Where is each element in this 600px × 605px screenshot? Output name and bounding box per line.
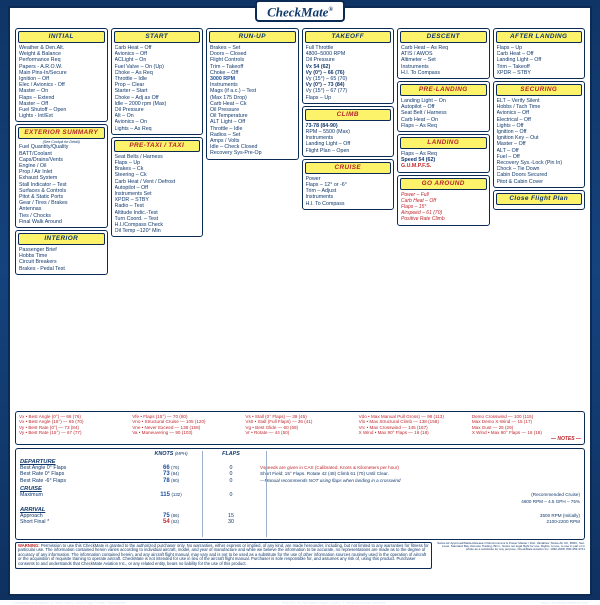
list-item: Oil Pressure xyxy=(305,57,335,64)
table-row xyxy=(20,471,580,478)
notes-label: — NOTES — xyxy=(550,435,581,442)
section-items xyxy=(114,45,201,132)
section-title: START xyxy=(114,31,201,43)
list-item: Final Walk Around xyxy=(19,218,62,225)
row-note: —Manual recommends NOT using flaps when landing in a crosswind xyxy=(260,477,401,483)
list-item: Oil Pressure xyxy=(114,107,144,114)
row-label: Best Rate 0° Flaps xyxy=(20,471,65,478)
row-flaps: 15 xyxy=(228,512,234,519)
list-item: Lights - Int/Ext xyxy=(19,113,53,120)
list-item: Avionics – Off xyxy=(114,51,147,58)
list-item: Master – Off xyxy=(19,100,49,107)
list-item: Exhaust System xyxy=(19,175,58,182)
list-item: Turn Coord. – Test xyxy=(114,215,159,222)
list-item: Lights – As Req xyxy=(114,125,152,132)
column-5 xyxy=(397,28,490,408)
footer-left: CheckMate is Available in Three Sizes • Multi-Page Pocket "CheckMate" xyxy=(12,601,128,605)
checklist-columns xyxy=(15,28,585,408)
list-item: Vy (15°) – 65 (70) xyxy=(305,76,348,83)
list-item: Oil Temp –120° Min xyxy=(114,228,161,235)
table-group-arrival: ARRIVAL xyxy=(20,506,46,513)
list-item: Carb Heat / Vent / Defrost xyxy=(114,178,176,185)
list-item: Recovery Sys.-Lock (Pin In) xyxy=(496,160,563,167)
row-mph: (76) xyxy=(171,464,179,470)
section-items xyxy=(209,45,296,157)
list-item: Flight Plan – Open xyxy=(305,147,350,154)
list-item: Trim – Takeoff xyxy=(496,63,530,70)
list-item: Altimeter – Set xyxy=(401,57,436,64)
table-header-row xyxy=(20,451,580,457)
list-item: Fuel Valve – On (Up) xyxy=(114,63,164,70)
table-row-extra xyxy=(20,499,580,505)
row-note: 2100-2200 RPM xyxy=(546,519,580,525)
list-item: Carb Heat – As Req xyxy=(401,45,449,51)
row-knots: 73 xyxy=(163,471,170,478)
list-item: Carb Heat – Off xyxy=(496,51,534,58)
list-item: Performance Req xyxy=(19,57,61,64)
brand-logo xyxy=(255,0,345,22)
list-item: Carb Heat – Off xyxy=(114,45,152,51)
list-item: Landing Light – Off xyxy=(305,141,351,148)
list-item: Fuel Shutoff – Open xyxy=(19,107,67,114)
list-item: Amps / Volts xyxy=(210,138,240,145)
section-run-up xyxy=(206,28,299,160)
list-item: Flaps – 15° xyxy=(401,204,427,211)
section-title: CLIMB xyxy=(305,109,392,121)
list-item: Flaps – Up xyxy=(114,160,141,167)
v-speed: X Wind • Max 90° Flaps — 16 (18) xyxy=(471,430,542,436)
list-item: Instruments xyxy=(305,194,334,201)
list-item: Cabin Doors Secured xyxy=(496,172,548,179)
card-footer xyxy=(0,601,600,605)
section-title: AFTER LANDING xyxy=(496,31,583,43)
column-4 xyxy=(302,28,395,408)
section-title: SECURING xyxy=(496,84,583,96)
row-mph: (62) xyxy=(171,519,179,525)
list-item: ELT – Verify Silent xyxy=(496,98,540,105)
list-item: Engine / Oil xyxy=(19,163,47,170)
list-item: Seat Belt / Harness xyxy=(401,110,447,117)
list-item: Trim – Adjust xyxy=(305,188,337,195)
list-item: Seat Belts / Harness xyxy=(114,153,163,160)
list-item: Pitot & Static Ports xyxy=(19,194,64,201)
v-speed: Demo Crosswind — 100 (115) xyxy=(471,414,534,419)
section-items xyxy=(18,144,105,225)
list-item: Idle – 2000 rpm (Max) xyxy=(114,100,167,107)
list-item: Instruments xyxy=(305,135,334,142)
list-item: Brakes – Set xyxy=(210,45,241,51)
list-item: Carb Heat – Off xyxy=(401,197,437,204)
section-cruise xyxy=(302,159,395,210)
list-item: Alt – On xyxy=(114,113,134,120)
list-item: Master – Off xyxy=(496,141,526,148)
list-item: Hobbs Time xyxy=(19,253,48,260)
list-item: Power – Full xyxy=(401,191,429,198)
section-pre-landing xyxy=(397,81,490,132)
section-items xyxy=(400,45,487,76)
v-speed: Max Demo X-Wind — 15 (17) xyxy=(471,419,533,425)
v-speed: Vrc • Max Crosswind — 145 (167) xyxy=(358,424,428,430)
card-header xyxy=(10,4,590,27)
list-item: Choke – As Req xyxy=(114,69,153,76)
row-note: (Recommended Cruise) xyxy=(531,492,580,498)
list-item: Weight & Balance xyxy=(19,51,62,58)
section-items xyxy=(18,45,105,119)
list-item: Flight Controls xyxy=(210,57,245,64)
list-item: Brakes - Pedal Test xyxy=(19,265,65,272)
list-item: ALT – Off xyxy=(496,147,519,154)
list-item: Flaps – Up xyxy=(305,94,332,101)
list-item: Choke – Adj as Off xyxy=(114,94,159,101)
list-item: Ties / Chocks xyxy=(19,212,51,219)
list-item: Avionics – On xyxy=(114,119,148,126)
table-group-departure: DEPARTURE xyxy=(20,458,56,465)
list-item: Weather & Den.Alt. xyxy=(19,45,65,51)
table-header-knots: KNOTS (MPH) xyxy=(154,450,188,457)
section-go-around xyxy=(397,175,490,226)
section-descent xyxy=(397,28,490,79)
v-speeds-col-5 xyxy=(472,414,581,436)
list-item: Vy (0°) – 73 (84) xyxy=(305,82,345,89)
list-item: Carb Heat – On xyxy=(401,116,439,123)
section-title: GO AROUND xyxy=(400,178,487,190)
section-title: EXTERIOR SUMMARY xyxy=(18,127,105,139)
list-item: Oil Pressure xyxy=(210,107,240,114)
section-start xyxy=(111,28,204,135)
v-speed: Vx • Best Angle (0°) — 66 (76) xyxy=(19,414,81,419)
table-header-flaps: FLAPS xyxy=(222,450,240,457)
list-item: Flaps – As Req xyxy=(401,151,437,158)
section-title: RUN-UP xyxy=(209,31,296,43)
v-speed: Vs • Stall (0° Flaps) — 39 (45) xyxy=(245,414,307,419)
list-item: Flaps – Up xyxy=(496,45,523,51)
list-item: Prop – Clear xyxy=(114,82,145,89)
footer-right: www.CheckMateAviation.com xyxy=(540,601,588,605)
v-speed: Vs0 • Stall (Full Flaps) — 36 (41) xyxy=(245,419,313,425)
list-item: Autopilot – Off xyxy=(401,104,435,111)
table-row xyxy=(20,513,580,520)
list-item: Steering – Ck xyxy=(114,172,147,179)
list-item: ACLight – On xyxy=(114,57,147,64)
row-knots: 54 xyxy=(163,519,170,526)
column-1 xyxy=(15,28,108,408)
section-takeoff xyxy=(302,28,395,104)
section-items xyxy=(305,176,392,207)
list-item: Gear / Tires / Brakes xyxy=(19,200,68,207)
section-landing xyxy=(397,134,490,173)
section-title: INITIAL xyxy=(18,31,105,43)
speeds-table xyxy=(15,448,585,540)
list-item: Antennas xyxy=(19,206,42,213)
list-item: Lights – Off xyxy=(496,122,524,129)
list-item: Mags (if a.c.) – Test xyxy=(210,88,257,95)
row-flaps: 0 xyxy=(229,477,233,484)
list-item: Ignition – Off xyxy=(19,76,49,83)
column-2 xyxy=(111,28,204,408)
section-initial xyxy=(15,28,108,122)
list-item: RPM – 5500 (Max) xyxy=(305,129,350,136)
list-item: Fuel Quantity/Quality xyxy=(19,144,69,151)
list-item: (Max 175 Drop) xyxy=(210,94,247,101)
v-speed: X Wind • Max 90° Flaps — 16 (18) xyxy=(358,430,429,436)
list-item: Landing Light – On xyxy=(401,98,446,105)
list-item: H.I. To Compass xyxy=(401,69,441,76)
list-item: Recovery Sys-Pre-Op xyxy=(210,150,262,157)
section-items xyxy=(496,45,583,76)
table-row xyxy=(20,465,580,472)
section-title: TAKEOFF xyxy=(305,31,392,43)
list-item: Oil Temperature xyxy=(210,113,248,120)
list-item: Papers - A.R.O.W. xyxy=(19,63,63,70)
list-item: Flaps – As Req xyxy=(401,122,437,129)
list-item: Power xyxy=(305,175,321,182)
list-item: Pitot & Cabin Cover xyxy=(496,178,544,185)
list-item: BATT/Coolant xyxy=(19,150,52,157)
list-item: Positive Rate Climb xyxy=(401,216,445,223)
row-label: Maximum xyxy=(20,492,43,499)
section-items xyxy=(305,123,392,154)
row-label: Best Rate -6° Flaps xyxy=(20,477,66,484)
section-pre-taxi-taxi xyxy=(111,137,204,238)
legal-text: Swiss-Air Approved/Made-Release Of Environment & Power Master / Dist. Variables: Swiss-Air UK, B/MC, Sec. Level, Standard Bay, Remote Trading, Birm., Notes not legal flight for use. Rights, to use, to use in part or in whole as a substitute for any purpose. CheckMate Aviation Inc. 1992-2008, 800-359-3741 xyxy=(437,540,585,552)
table-row xyxy=(20,478,580,485)
row-mph: (132) xyxy=(171,492,182,498)
list-item: Vy (0°) – 66 (76) xyxy=(305,69,345,76)
list-item: Caps/Drains/Vents xyxy=(19,156,63,163)
column-3 xyxy=(206,28,299,408)
section-securing xyxy=(493,81,586,188)
v-speed: Max Gust — 25 (29) xyxy=(471,424,514,430)
row-note: 3500 RPM (Initially) xyxy=(539,512,580,518)
table-row xyxy=(20,492,580,499)
list-item: Fuel – Off xyxy=(496,153,520,160)
v-speed: Vy • Best Rate (0°) — 73 (84) xyxy=(19,424,79,430)
list-item: Flaps – 12° or -6° xyxy=(305,182,347,189)
list-item: Hobbs / Tach Time xyxy=(496,104,541,111)
list-item: Speed 54 (62) xyxy=(401,157,436,164)
section-items xyxy=(400,151,487,170)
list-item: Idle – Check Closed xyxy=(210,144,258,151)
v-speed: Vno • Structural Cruise — 105 (120) xyxy=(132,419,206,425)
v-speed: Vx • Best Angle (15°) — 65 (70) xyxy=(19,419,84,425)
list-item: XPDR – STBY xyxy=(114,197,149,204)
table-header-notes xyxy=(260,451,580,457)
row-note: Short Field: 15° Flaps. Rotate 42 (48) Climb 61 (70) Until Clear. xyxy=(260,471,389,477)
list-item: Circuit Breakers xyxy=(19,259,57,266)
section-items xyxy=(18,247,105,272)
v-speed: Vdo • Max Manual Pull Gross) — 98 (113) xyxy=(358,414,444,419)
list-item: H.I. To Compass xyxy=(305,200,345,207)
list-item: Landing Light – Off xyxy=(496,57,542,64)
list-item: Doors – Closed xyxy=(210,51,247,58)
row-label: Approach xyxy=(20,512,43,519)
v-speed: Vg • Best Glide — 60 (69) xyxy=(245,424,299,430)
list-item: Stall Indicator – Test xyxy=(19,181,67,188)
table-group-cruise: CRUISE xyxy=(20,486,42,493)
list-item: Elec / Avionics - Off xyxy=(19,82,65,89)
v-speed: Vne • Never Exceed — 138 (158) xyxy=(132,424,201,430)
section-title: DESCENT xyxy=(400,31,487,43)
v-speeds-col-2 xyxy=(132,414,241,436)
list-item: ATIS / AWOS xyxy=(401,51,433,58)
row-flaps: 30 xyxy=(228,519,234,526)
list-item: Main Pins-In/Secure xyxy=(19,69,67,76)
brand-trademark: ® xyxy=(328,7,333,13)
v-speeds-col-1 xyxy=(19,414,128,436)
row-knots: 115 xyxy=(160,492,170,499)
list-item: Passenger Brief xyxy=(19,247,57,254)
list-item: XPDR – STBY xyxy=(496,69,531,76)
v-speeds-row xyxy=(19,414,581,436)
section-title: CRUISE xyxy=(305,162,392,174)
section-title: PRE-TAXI / TAXI xyxy=(114,140,201,152)
list-item: Ignition – Off xyxy=(496,129,527,136)
v-speeds-band xyxy=(15,411,585,445)
warning-body: Permission to use this CheckMate is granted to the authorized purchaser only. No warranties, either express or implied, of any kind, are made hereunder, including, but not limited to any warranties for fitness for particular use. The information contained herein varies according to individual aircraft, model, and year of manufacture and while we believe the information to be accurate, no representations are made as to the degree of accuracy of any information. The information contained herein, and any aircraft flight manual, may vary and is not to be used as a substitute for the use of other information sources routinely used in the operation of aircraft or the acquisition of requisite training to operate aircraft. CheckMate is not intended for use in lieu of the aircraft flight manual. Purchaser is sole responsible for, and assumes any risk of, using this product. Purchaser consents to and understands that CheckMate Aviation Inc., or any related entity, bears no liability for the use of this product. xyxy=(18,542,429,566)
list-item: ALT Light – Off xyxy=(210,119,246,126)
list-item: Surfaces & Controls xyxy=(19,187,67,194)
list-item: Vy (15°) – 67 (77) xyxy=(305,88,348,95)
list-item: Instruments Set xyxy=(114,191,152,198)
section-exterior-summary xyxy=(15,124,108,228)
row-label: Short Final * xyxy=(20,519,50,526)
v-speed: Vy • Best Rate (15°) — 67 (77) xyxy=(19,430,82,436)
section-climb xyxy=(302,106,395,157)
section-subtitle: (See Cockpit for Detail) xyxy=(42,140,80,145)
section-title: PRE-LANDING xyxy=(400,84,487,96)
list-item: Brakes – Ck xyxy=(114,166,144,173)
cruise-power-note: 4600 RPM – 4.5 GPH – 75% xyxy=(521,499,580,504)
list-item: Electrical – Off xyxy=(496,116,531,123)
footer-center: PLEASE Do Not Make Illegal Copies. © Hurts Everyone Involved. xyxy=(281,601,387,605)
section-items xyxy=(400,192,487,223)
warning-block xyxy=(15,542,585,569)
warning-text xyxy=(18,544,429,567)
row-mph: (84) xyxy=(171,471,179,477)
list-item: Vx 54 (62) xyxy=(305,63,331,70)
list-item: Autopilot – Off xyxy=(114,184,148,191)
list-item: Altitude Indic.-Test xyxy=(114,209,158,216)
v-speed: Vfe • Flaps (15°) — 70 (80) xyxy=(132,414,188,419)
warning-title: WARNING: xyxy=(18,542,40,548)
list-item: Instruments xyxy=(210,82,238,89)
section-interior xyxy=(15,230,108,275)
list-item: Starter – Start xyxy=(114,88,148,95)
list-item: Airspeed – 61 (70) xyxy=(401,210,443,217)
list-item: Avionics – Off xyxy=(496,110,529,117)
row-mph: (86) xyxy=(171,512,179,518)
section-title: INTERIOR xyxy=(18,233,105,245)
list-item: Trim – Takeoff xyxy=(210,63,244,70)
list-item: Master – On xyxy=(19,88,49,95)
list-item: Chock – Tie Down xyxy=(496,166,540,173)
row-mph: (90) xyxy=(171,477,179,483)
card-inner xyxy=(8,6,592,596)
v-speed: Va • Maneuvering — 90 (103) xyxy=(132,430,193,436)
row-note: Vspeeds are given in CAS (Calibrated, Knots & Kilometers per hour) xyxy=(260,464,399,470)
column-6 xyxy=(493,28,586,408)
list-item: Prop / Air Inlet xyxy=(19,169,53,176)
list-item: G.U.M.P.F.S. xyxy=(401,163,432,170)
section-items xyxy=(400,98,487,129)
row-flaps: 0 xyxy=(229,471,233,478)
section-items xyxy=(114,154,201,235)
list-item: Throttle – Idle xyxy=(114,76,147,83)
row-knots: 66 xyxy=(163,464,170,471)
section-title: Close Flight Plan xyxy=(496,193,583,205)
v-speeds-col-3 xyxy=(245,414,354,436)
list-item: Instruments xyxy=(401,63,429,70)
list-item: 73-78 (84-90) xyxy=(305,122,338,129)
v-speed: Vr • Rotate — 44 (50) xyxy=(245,430,290,436)
list-item: Flaps – Extend xyxy=(19,94,55,101)
v-speeds-col-4 xyxy=(359,414,468,436)
table-header-blank xyxy=(20,451,140,457)
list-item: Ignition Key – Out xyxy=(496,135,539,142)
list-item: Carb Heat – Ck xyxy=(210,100,247,107)
warning-text-box xyxy=(15,542,432,569)
table-row xyxy=(20,519,580,526)
list-item: Choke – Off xyxy=(210,69,239,76)
list-item: H.I./Compass Check xyxy=(114,222,164,229)
row-flaps: 0 xyxy=(229,464,233,471)
section-items xyxy=(305,45,392,101)
section-after-landing xyxy=(493,28,586,79)
list-item: Radios – Set xyxy=(210,131,241,138)
row-label: Best Angle 0° Flaps xyxy=(20,464,67,471)
v-speed: Vlo • Max Structural Climb — 138 (158) xyxy=(358,419,439,425)
list-item: Throttle – Idle xyxy=(210,125,243,132)
row-knots: 78 xyxy=(163,477,170,484)
list-item: Full Throttle xyxy=(305,45,334,51)
section-items xyxy=(496,98,583,185)
list-item: 4800–5000 RPM xyxy=(305,51,346,58)
row-flaps: 0 xyxy=(229,492,233,499)
section-close-flight-plan xyxy=(493,190,586,210)
list-item: 3000 RPM xyxy=(210,76,236,83)
brand-name: CheckMate xyxy=(267,4,329,20)
section-title: LANDING xyxy=(400,137,487,149)
row-knots: 75 xyxy=(163,512,170,519)
list-item: Radio – Test xyxy=(114,203,144,210)
